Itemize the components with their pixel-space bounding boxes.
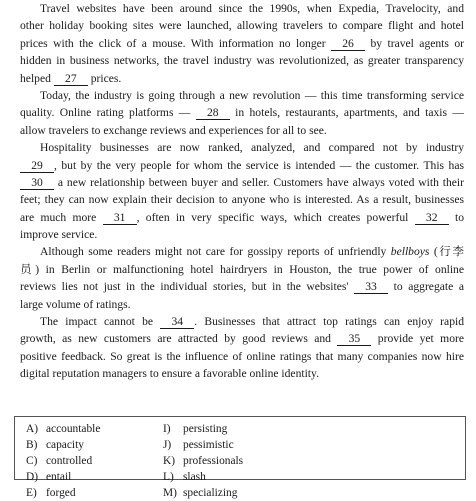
word-option bbox=[163, 421, 243, 437]
text-segment: prices. bbox=[87, 71, 122, 85]
text-segment: hidden in business networks, the travel industry was revolutionized, as greater transparency bbox=[20, 54, 464, 68]
text-segment: Hospitality businesses are now ranked, analyzed, and compared not by industry bbox=[40, 141, 464, 155]
text-segment: to aggregate a bbox=[388, 280, 464, 294]
option-word: pessimistic bbox=[183, 439, 234, 451]
passage-text bbox=[20, 0, 464, 383]
blank-number-31: 31 bbox=[103, 211, 137, 225]
text-segment: Today, the industry is going through a new revolution — this time transforming service bbox=[40, 88, 464, 102]
text-segment: positive feedback. So great is the influence of online ratings that many companies now hire bbox=[20, 349, 464, 363]
passage-line bbox=[20, 122, 464, 139]
text-segment: quality. Online rating platforms — bbox=[20, 106, 196, 120]
word-option bbox=[163, 437, 243, 453]
word-option bbox=[163, 485, 243, 501]
text-segment: The impact cannot be bbox=[40, 315, 161, 329]
option-letter: K) bbox=[163, 455, 176, 467]
text-segment: feet; they can now explain their decision to anyone who is interested. As a result, businesses bbox=[20, 193, 464, 207]
blank-number-28: 28 bbox=[196, 106, 230, 120]
option-word: persisting bbox=[183, 423, 228, 435]
word-option bbox=[26, 437, 100, 453]
option-word: specializing bbox=[183, 487, 238, 499]
passage-line bbox=[20, 365, 464, 382]
word-option bbox=[163, 453, 243, 469]
blank-number-26: 26 bbox=[331, 37, 365, 51]
passage-line bbox=[20, 330, 464, 347]
word-option bbox=[26, 485, 100, 501]
passage-line bbox=[20, 226, 464, 243]
text-segment: . Businesses that attract top ratings can enjoy rapid bbox=[194, 315, 464, 329]
text-segment: to bbox=[448, 210, 464, 224]
option-letter: C) bbox=[26, 455, 38, 467]
text-segment: prices with the click of a mouse. With information no longer bbox=[20, 36, 332, 50]
option-letter: M) bbox=[163, 487, 177, 499]
passage-line bbox=[20, 243, 464, 260]
passage-line bbox=[20, 174, 464, 191]
passage-line bbox=[20, 261, 464, 278]
option-letter: D) bbox=[26, 471, 39, 483]
option-word: accountable bbox=[46, 423, 101, 435]
text-segment: allow travelers to exchange reviews and experiences for all to see. bbox=[20, 123, 327, 137]
passage-line bbox=[20, 87, 464, 104]
option-word: professionals bbox=[183, 455, 244, 467]
text-segment: a new relationship between buyer and seller. Customers have always voted with their bbox=[54, 175, 464, 189]
text-segment: growth, as new customers are attracted by good reviews and bbox=[20, 332, 338, 346]
word-bank-box bbox=[14, 416, 466, 499]
text-segment: large volume of ratings. bbox=[20, 297, 131, 311]
text-segment: by travel agents or bbox=[365, 36, 464, 50]
passage-line bbox=[20, 104, 464, 121]
text-segment: in hotels, restaurants, apartments, and taxis — bbox=[229, 106, 464, 120]
option-letter: L) bbox=[163, 471, 174, 483]
blank-number-29: 29 bbox=[20, 159, 54, 173]
option-word: forged bbox=[46, 487, 76, 499]
text-segment: other holiday booking sites were launched, allowing travelers to compare flight and hotel bbox=[20, 19, 464, 33]
blank-number-34: 34 bbox=[160, 315, 194, 329]
text-segment: Travel websites have been around since the 1990s, when Expedia, Travelocity, and bbox=[40, 2, 464, 15]
text-segment: digital reputation managers to ensure a favorable online identity. bbox=[20, 367, 319, 381]
option-word: entail bbox=[46, 471, 72, 483]
word-bank-left-column bbox=[26, 421, 100, 501]
blank-number-35: 35 bbox=[337, 332, 371, 346]
text-segment: provide yet more bbox=[371, 332, 464, 346]
italic-term: bellboys bbox=[390, 245, 430, 259]
word-option bbox=[26, 453, 100, 469]
passage-line bbox=[20, 296, 464, 313]
text-segment: , often in very specific ways, which creates powerful bbox=[136, 210, 415, 224]
passage-line bbox=[20, 17, 464, 34]
passage-line bbox=[20, 52, 464, 69]
option-word: controlled bbox=[46, 455, 93, 467]
passage-line bbox=[20, 0, 464, 17]
passage-line bbox=[20, 157, 464, 174]
passage-line bbox=[20, 35, 464, 52]
word-option bbox=[26, 421, 100, 437]
text-segment: , but by the very people for whom the service is intended — the customer. This has bbox=[54, 158, 464, 172]
text-segment: are much more bbox=[20, 210, 103, 224]
text-segment: reviews lies not just in the individual stories, but in the websites' bbox=[20, 280, 355, 294]
blank-number-30: 30 bbox=[20, 176, 54, 190]
blank-number-32: 32 bbox=[415, 211, 449, 225]
passage-line bbox=[20, 209, 464, 226]
text-segment: Although some readers might not care for gossipy reports of unfriendly bbox=[40, 245, 391, 259]
word-bank-right-column bbox=[163, 421, 243, 501]
passage-line bbox=[20, 348, 464, 365]
option-letter: I) bbox=[163, 423, 171, 435]
passage-line bbox=[20, 313, 464, 330]
blank-number-27: 27 bbox=[54, 72, 88, 86]
passage-line bbox=[20, 70, 464, 87]
option-letter: A) bbox=[26, 423, 39, 435]
option-letter: E) bbox=[26, 487, 37, 499]
option-letter: J) bbox=[163, 439, 172, 451]
passage-line bbox=[20, 191, 464, 208]
option-word: capacity bbox=[46, 439, 84, 451]
text-segment: 员) in Berlin or malfunctioning hotel hairdryers in Houston, the true power of online bbox=[20, 262, 464, 276]
option-word: slash bbox=[183, 471, 206, 483]
passage-line bbox=[20, 278, 464, 295]
text-segment: helped bbox=[20, 71, 54, 85]
text-segment: (行李 bbox=[429, 245, 464, 259]
text-segment: improve service. bbox=[20, 228, 98, 242]
passage-line bbox=[20, 139, 464, 156]
option-letter: B) bbox=[26, 439, 38, 451]
blank-number-33: 33 bbox=[354, 280, 388, 294]
